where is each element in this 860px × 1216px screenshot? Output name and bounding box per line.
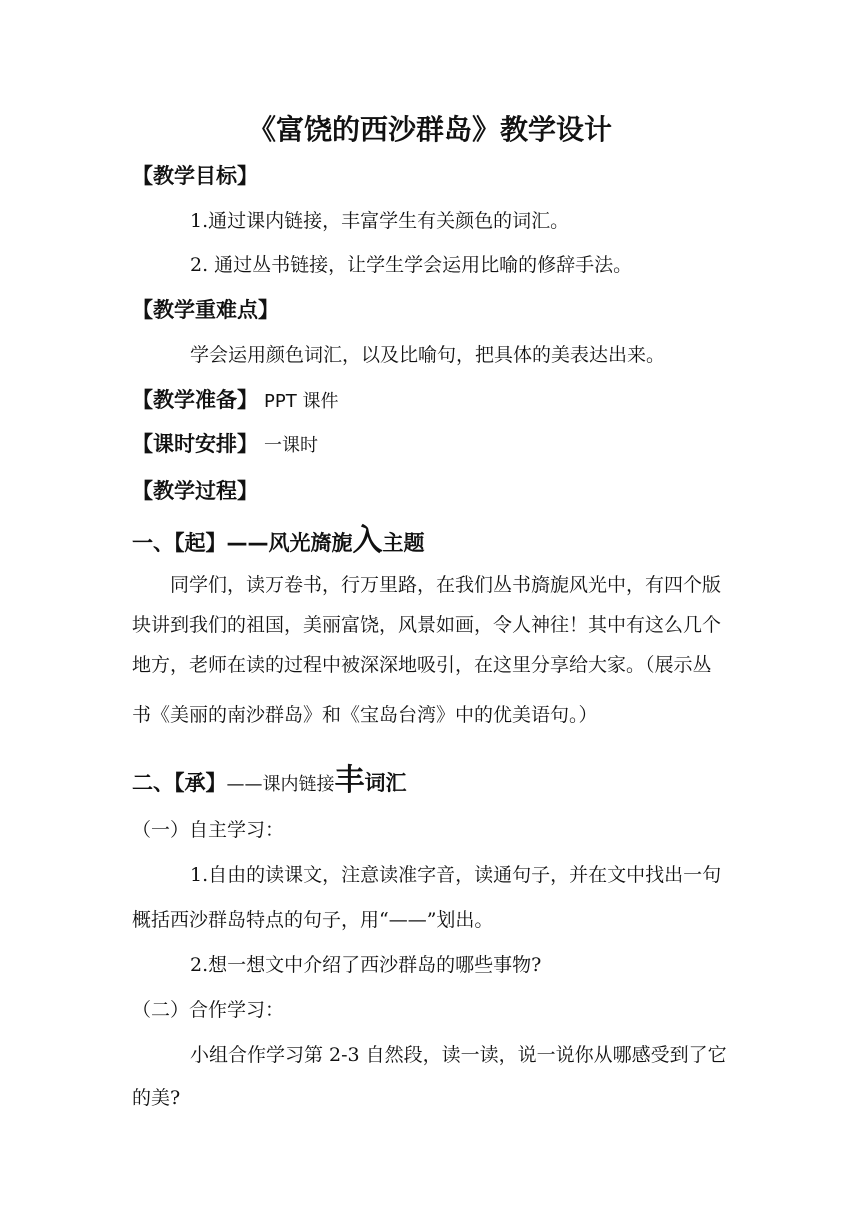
key-points-heading: 【教学重难点】 xyxy=(132,298,279,322)
preparation-row xyxy=(132,384,338,414)
section1-heading xyxy=(132,515,425,559)
section1-line-3: 地方，老师在读的过程中被深深地吸引，在这里分享给大家。（展示丛 xyxy=(132,654,712,676)
schedule-heading: 【课时安排】 xyxy=(132,432,258,456)
goal-item-2: 2. 通过丛书链接，让学生学会运用比喻的修辞手法。 xyxy=(190,254,633,276)
section1-big-char: 入 xyxy=(352,523,383,558)
section2-big-char: 丰 xyxy=(334,763,365,798)
subsection-2-label: （二）合作学习： xyxy=(132,999,285,1021)
process-heading: 【教学过程】 xyxy=(132,479,258,503)
sub1-item2: 2.想一想文中介绍了西沙群岛的哪些事物? xyxy=(190,954,542,976)
section1-line-4: 书《美丽的南沙群岛》和《宝岛台湾》中的优美语句。） xyxy=(132,704,598,726)
sub2-line1: 小组合作学习第 2-3 自然段，读一读，说一说你从哪感受到了它 xyxy=(190,1044,727,1066)
key-points-text: 学会运用颜色词汇，以及比喻句，把具体的美表达出来。 xyxy=(190,344,666,366)
sub1-item1-line1: 1.自由的读课文，注意读准字音，读通句子，并在文中找出一句 xyxy=(190,864,722,886)
preparation-heading: 【教学准备】 xyxy=(132,388,258,412)
sub2-line2: 的美? xyxy=(132,1087,181,1109)
section1-prefix: 一、【起】——风光旖旎 xyxy=(132,531,353,555)
sub1-item1-line2: 概括西沙群岛特点的句子，用“——”划出。 xyxy=(132,909,494,931)
schedule-text: 一课时 xyxy=(264,435,319,456)
schedule-row xyxy=(132,428,318,458)
section1-line-1: 同学们，读万卷书，行万里路，在我们丛书旖旎风光中，有四个版 xyxy=(170,574,722,596)
section2-prefix: 二、【承】 xyxy=(132,771,227,795)
goals-heading: 【教学目标】 xyxy=(132,164,258,188)
section2-suffix: 词汇 xyxy=(364,771,407,795)
subsection-1-label: （一）自主学习： xyxy=(132,819,285,841)
section1-suffix: 主题 xyxy=(382,531,425,555)
section2-middle: ——课内链接 xyxy=(226,774,335,795)
preparation-text: PPT 课件 xyxy=(264,391,339,412)
section1-line-2: 块讲到我们的祖国，美丽富饶，风景如画，令人神往！其中有这么几个 xyxy=(132,614,722,636)
section2-heading xyxy=(132,755,407,799)
goal-item-1: 1.通过课内链接，丰富学生有关颜色的词汇。 xyxy=(190,210,570,232)
document-title: 《富饶的西沙群岛》教学设计 xyxy=(247,113,612,146)
